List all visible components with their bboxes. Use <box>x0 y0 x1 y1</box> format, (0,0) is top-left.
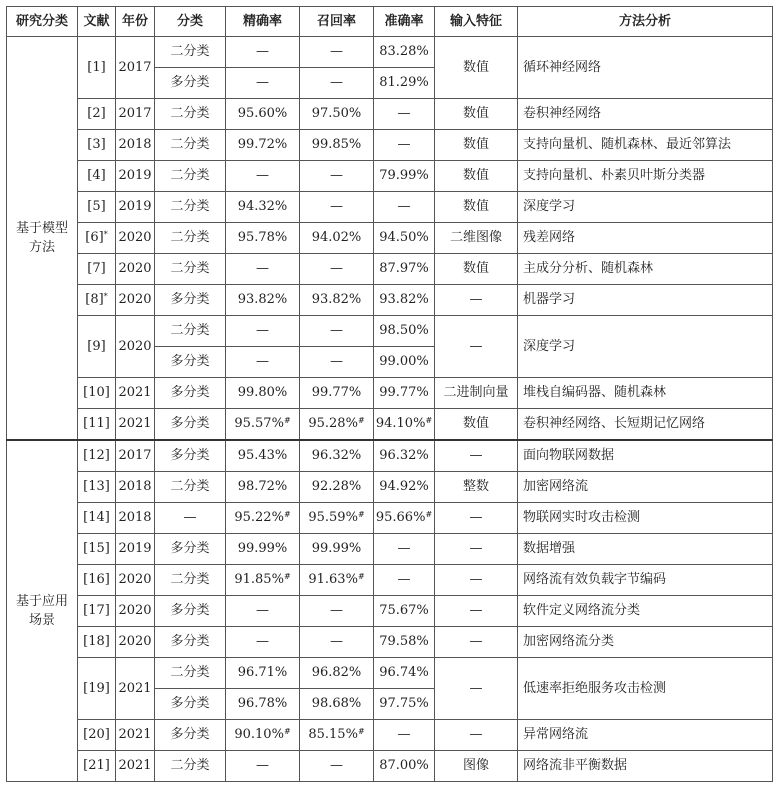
accuracy-cell: 79.99% <box>374 161 435 192</box>
accuracy-cell: — <box>374 720 435 751</box>
reference-label: [8] <box>85 292 104 307</box>
method-analysis-cell: 加密网络流分类 <box>518 627 773 658</box>
accuracy-cell: 83.28% <box>374 37 435 68</box>
method-analysis-cell: 低速率拒绝服务攻击检测 <box>518 658 773 720</box>
input-feature-cell: — <box>435 658 518 720</box>
recall-cell: — <box>300 37 374 68</box>
accuracy-cell: 99.00% <box>374 347 435 378</box>
recall-cell: — <box>300 596 374 627</box>
metric-value: 95.28% <box>308 416 358 431</box>
method-analysis-cell: 网络流有效负载字节编码 <box>518 565 773 596</box>
precision-cell: — <box>226 254 300 285</box>
input-feature-cell: — <box>435 440 518 472</box>
reference-cell <box>78 503 116 534</box>
year-cell: 2017 <box>116 99 155 130</box>
input-feature-cell: 整数 <box>435 472 518 503</box>
reference-cell <box>78 720 116 751</box>
table-row <box>7 99 773 130</box>
accuracy-cell <box>374 409 435 441</box>
input-feature-cell: — <box>435 316 518 378</box>
classification-cell: 二分类 <box>155 316 226 347</box>
accuracy-cell: — <box>374 534 435 565</box>
recall-cell <box>300 565 374 596</box>
input-feature-cell: 数值 <box>435 409 518 441</box>
reference-cell <box>78 565 116 596</box>
footnote-mark: # <box>357 416 365 425</box>
classification-cell: 多分类 <box>155 68 226 99</box>
table-row <box>7 378 773 409</box>
year-cell: 2020 <box>116 627 155 658</box>
recall-cell: — <box>300 68 374 99</box>
reference-cell <box>78 596 116 627</box>
classification-cell: 二分类 <box>155 254 226 285</box>
reference-label: [17] <box>83 603 110 618</box>
classification-cell: 多分类 <box>155 627 226 658</box>
recall-cell <box>300 720 374 751</box>
recall-cell: — <box>300 192 374 223</box>
recall-cell: — <box>300 347 374 378</box>
method-analysis-cell: 卷积神经网络 <box>518 99 773 130</box>
header-accuracy: 准确率 <box>374 7 435 37</box>
precision-cell: 95.60% <box>226 99 300 130</box>
classification-cell: 多分类 <box>155 440 226 472</box>
accuracy-cell: — <box>374 192 435 223</box>
accuracy-cell: — <box>374 99 435 130</box>
recall-cell <box>300 409 374 441</box>
year-cell: 2018 <box>116 503 155 534</box>
reference-label: [5] <box>87 199 106 214</box>
precision-cell: 94.32% <box>226 192 300 223</box>
table-row <box>7 316 773 347</box>
table-row <box>7 37 773 68</box>
input-feature-cell: 二维图像 <box>435 223 518 254</box>
recall-cell: — <box>300 751 374 782</box>
input-feature-cell: 图像 <box>435 751 518 782</box>
recall-cell: 94.02% <box>300 223 374 254</box>
method-analysis-cell: 加密网络流 <box>518 472 773 503</box>
classification-cell: 二分类 <box>155 99 226 130</box>
section-category-cell <box>7 37 78 441</box>
footnote-mark: # <box>283 416 291 425</box>
table-row <box>7 720 773 751</box>
year-cell: 2021 <box>116 720 155 751</box>
table-row <box>7 751 773 782</box>
table-body <box>7 37 773 782</box>
accuracy-cell <box>374 503 435 534</box>
year-cell: 2018 <box>116 130 155 161</box>
year-cell: 2020 <box>116 223 155 254</box>
method-analysis-cell: 支持向量机、随机森林、最近邻算法 <box>518 130 773 161</box>
metric-value: 95.22% <box>234 510 284 525</box>
header-classification: 分类 <box>155 7 226 37</box>
footnote-mark: # <box>283 727 291 736</box>
classification-cell: 二分类 <box>155 223 226 254</box>
method-analysis-cell: 深度学习 <box>518 316 773 378</box>
section-category-line: 场景 <box>28 613 55 628</box>
accuracy-cell: 81.29% <box>374 68 435 99</box>
precision-cell: — <box>226 347 300 378</box>
classification-cell: 多分类 <box>155 596 226 627</box>
input-feature-cell: 数值 <box>435 130 518 161</box>
recall-cell: 98.68% <box>300 689 374 720</box>
method-analysis-cell: 循环神经网络 <box>518 37 773 99</box>
input-feature-cell: — <box>435 720 518 751</box>
footnote-mark: # <box>425 510 433 519</box>
reference-cell <box>78 99 116 130</box>
accuracy-cell: 96.32% <box>374 440 435 472</box>
reference-cell <box>78 627 116 658</box>
reference-mark: * <box>103 292 108 301</box>
footnote-mark: # <box>357 727 365 736</box>
classification-cell: 多分类 <box>155 534 226 565</box>
table-row <box>7 223 773 254</box>
year-cell: 2017 <box>116 37 155 99</box>
header-recall: 召回率 <box>300 7 374 37</box>
header-input-feature: 输入特征 <box>435 7 518 37</box>
accuracy-cell: 79.58% <box>374 627 435 658</box>
header-year: 年份 <box>116 7 155 37</box>
section-category-cell <box>7 440 78 782</box>
table-row <box>7 192 773 223</box>
table-row <box>7 254 773 285</box>
footnote-mark: # <box>425 416 433 425</box>
reference-cell <box>78 285 116 316</box>
reference-cell <box>78 751 116 782</box>
reference-label: [3] <box>87 137 106 152</box>
year-cell: 2019 <box>116 161 155 192</box>
precision-cell: 93.82% <box>226 285 300 316</box>
accuracy-cell: 94.92% <box>374 472 435 503</box>
recall-cell: — <box>300 161 374 192</box>
method-analysis-cell: 机器学习 <box>518 285 773 316</box>
recall-cell: 99.77% <box>300 378 374 409</box>
precision-cell: — <box>226 751 300 782</box>
input-feature-cell: 数值 <box>435 37 518 99</box>
reference-label: [1] <box>87 59 106 75</box>
reference-label: [12] <box>83 448 110 463</box>
table-row <box>7 627 773 658</box>
section-category-line: 基于模型 <box>15 221 68 236</box>
precision-cell: — <box>226 161 300 192</box>
method-analysis-cell: 物联网实时攻击检测 <box>518 503 773 534</box>
recall-cell: — <box>300 254 374 285</box>
results-table-wrapper <box>6 6 773 782</box>
year-cell: 2020 <box>116 285 155 316</box>
metric-value: 85.15% <box>308 727 358 742</box>
reference-cell <box>78 192 116 223</box>
year-cell: 2017 <box>116 440 155 472</box>
reference-cell <box>78 440 116 472</box>
reference-label: [2] <box>87 106 106 121</box>
method-analysis-cell: 堆栈自编码器、随机森林 <box>518 378 773 409</box>
accuracy-cell: 94.50% <box>374 223 435 254</box>
metric-value: 90.10% <box>234 727 284 742</box>
reference-label: [6] <box>85 230 104 245</box>
table-row <box>7 440 773 472</box>
precision-cell <box>226 409 300 441</box>
reference-label: [9] <box>87 338 106 354</box>
year-cell: 2020 <box>116 596 155 627</box>
classification-cell: 二分类 <box>155 161 226 192</box>
header-category: 研究分类 <box>7 7 78 37</box>
metric-value: 91.85% <box>234 572 284 587</box>
reference-label: [21] <box>83 758 110 773</box>
recall-cell: — <box>300 627 374 658</box>
input-feature-cell: — <box>435 503 518 534</box>
footnote-mark: # <box>357 572 365 581</box>
input-feature-cell: 数值 <box>435 192 518 223</box>
table-row <box>7 130 773 161</box>
year-cell: 2020 <box>116 316 155 378</box>
reference-cell <box>78 130 116 161</box>
year-cell: 2020 <box>116 565 155 596</box>
header-precision: 精确率 <box>226 7 300 37</box>
classification-cell: 多分类 <box>155 409 226 441</box>
comparison-table <box>6 6 773 782</box>
reference-label: [16] <box>83 572 110 587</box>
precision-cell: 96.71% <box>226 658 300 689</box>
accuracy-cell: 98.50% <box>374 316 435 347</box>
recall-cell: — <box>300 316 374 347</box>
input-feature-cell: — <box>435 534 518 565</box>
year-cell: 2021 <box>116 658 155 720</box>
table-row <box>7 409 773 441</box>
method-analysis-cell: 面向物联网数据 <box>518 440 773 472</box>
accuracy-cell: 96.74% <box>374 658 435 689</box>
input-feature-cell: — <box>435 285 518 316</box>
classification-cell: 二分类 <box>155 130 226 161</box>
accuracy-cell: 97.75% <box>374 689 435 720</box>
input-feature-cell: 数值 <box>435 254 518 285</box>
precision-cell <box>226 565 300 596</box>
precision-cell: — <box>226 316 300 347</box>
reference-label: [13] <box>83 479 110 494</box>
metric-value: 95.57% <box>234 416 284 431</box>
table-row <box>7 285 773 316</box>
accuracy-cell: 87.00% <box>374 751 435 782</box>
reference-label: [19] <box>83 680 110 696</box>
recall-cell: 92.28% <box>300 472 374 503</box>
classification-cell: 多分类 <box>155 285 226 316</box>
table-row <box>7 658 773 689</box>
classification-cell: 二分类 <box>155 37 226 68</box>
year-cell: 2019 <box>116 192 155 223</box>
reference-label: [11] <box>83 416 110 431</box>
classification-cell: 多分类 <box>155 378 226 409</box>
reference-label: [18] <box>83 634 110 649</box>
accuracy-cell: 99.77% <box>374 378 435 409</box>
reference-label: [10] <box>83 385 110 400</box>
reference-label: [4] <box>87 168 106 183</box>
method-analysis-cell: 主成分分析、随机森林 <box>518 254 773 285</box>
input-feature-cell: 数值 <box>435 99 518 130</box>
recall-cell: 96.32% <box>300 440 374 472</box>
header-method-analysis: 方法分析 <box>518 7 773 37</box>
section-category-line: 基于应用 <box>15 594 68 609</box>
classification-cell: 二分类 <box>155 192 226 223</box>
precision-cell: 95.43% <box>226 440 300 472</box>
reference-cell <box>78 37 116 99</box>
accuracy-cell: — <box>374 565 435 596</box>
reference-cell <box>78 316 116 378</box>
classification-cell: 二分类 <box>155 751 226 782</box>
reference-cell <box>78 658 116 720</box>
reference-label: [20] <box>83 727 110 742</box>
method-analysis-cell: 软件定义网络流分类 <box>518 596 773 627</box>
accuracy-cell: 93.82% <box>374 285 435 316</box>
method-analysis-cell: 深度学习 <box>518 192 773 223</box>
footnote-mark: # <box>283 510 291 519</box>
method-analysis-cell: 残差网络 <box>518 223 773 254</box>
table-row <box>7 596 773 627</box>
year-cell: 2021 <box>116 378 155 409</box>
method-analysis-cell: 网络流非平衡数据 <box>518 751 773 782</box>
reference-cell <box>78 534 116 565</box>
header-reference: 文献 <box>78 7 116 37</box>
reference-label: [14] <box>83 510 110 525</box>
year-cell: 2019 <box>116 534 155 565</box>
classification-cell: 二分类 <box>155 472 226 503</box>
table-row <box>7 534 773 565</box>
precision-cell: 99.72% <box>226 130 300 161</box>
metric-value: 95.66% <box>375 510 426 525</box>
section-category-line: 方法 <box>28 240 55 255</box>
table-row <box>7 503 773 534</box>
input-feature-cell: — <box>435 565 518 596</box>
year-cell: 2021 <box>116 751 155 782</box>
accuracy-cell: — <box>374 130 435 161</box>
precision-cell: 95.78% <box>226 223 300 254</box>
method-analysis-cell: 数据增强 <box>518 534 773 565</box>
recall-cell: 93.82% <box>300 285 374 316</box>
precision-cell: 96.78% <box>226 689 300 720</box>
accuracy-cell: 75.67% <box>374 596 435 627</box>
method-analysis-cell: 异常网络流 <box>518 720 773 751</box>
reference-cell <box>78 223 116 254</box>
classification-cell: 多分类 <box>155 720 226 751</box>
classification-cell: 多分类 <box>155 347 226 378</box>
year-cell: 2018 <box>116 472 155 503</box>
reference-cell <box>78 472 116 503</box>
precision-cell: — <box>226 37 300 68</box>
table-row <box>7 565 773 596</box>
input-feature-cell: — <box>435 627 518 658</box>
metric-value: 95.59% <box>308 510 358 525</box>
header-row <box>7 7 773 37</box>
precision-cell: 99.80% <box>226 378 300 409</box>
precision-cell <box>226 503 300 534</box>
classification-cell: 多分类 <box>155 689 226 720</box>
recall-cell <box>300 503 374 534</box>
reference-cell <box>78 409 116 441</box>
accuracy-cell: 87.97% <box>374 254 435 285</box>
table-row <box>7 161 773 192</box>
precision-cell: 98.72% <box>226 472 300 503</box>
year-cell: 2020 <box>116 254 155 285</box>
input-feature-cell: — <box>435 596 518 627</box>
recall-cell: 99.99% <box>300 534 374 565</box>
recall-cell: 99.85% <box>300 130 374 161</box>
reference-cell <box>78 161 116 192</box>
metric-value: 91.63% <box>308 572 358 587</box>
classification-cell: 二分类 <box>155 565 226 596</box>
precision-cell <box>226 720 300 751</box>
method-analysis-cell: 支持向量机、朴素贝叶斯分类器 <box>518 161 773 192</box>
input-feature-cell: 数值 <box>435 161 518 192</box>
precision-cell: 99.99% <box>226 534 300 565</box>
input-feature-cell: 二进制向量 <box>435 378 518 409</box>
precision-cell: — <box>226 596 300 627</box>
reference-label: [7] <box>87 261 106 276</box>
method-analysis-cell: 卷积神经网络、长短期记忆网络 <box>518 409 773 441</box>
precision-cell: — <box>226 627 300 658</box>
year-cell: 2021 <box>116 409 155 441</box>
classification-cell: — <box>155 503 226 534</box>
classification-cell: 二分类 <box>155 658 226 689</box>
footnote-mark: # <box>283 572 291 581</box>
reference-cell <box>78 254 116 285</box>
footnote-mark: # <box>357 510 365 519</box>
reference-cell <box>78 378 116 409</box>
precision-cell: — <box>226 68 300 99</box>
recall-cell: 96.82% <box>300 658 374 689</box>
reference-label: [15] <box>83 541 110 556</box>
reference-mark: * <box>103 230 108 239</box>
table-row <box>7 472 773 503</box>
metric-value: 94.10% <box>375 416 426 431</box>
recall-cell: 97.50% <box>300 99 374 130</box>
